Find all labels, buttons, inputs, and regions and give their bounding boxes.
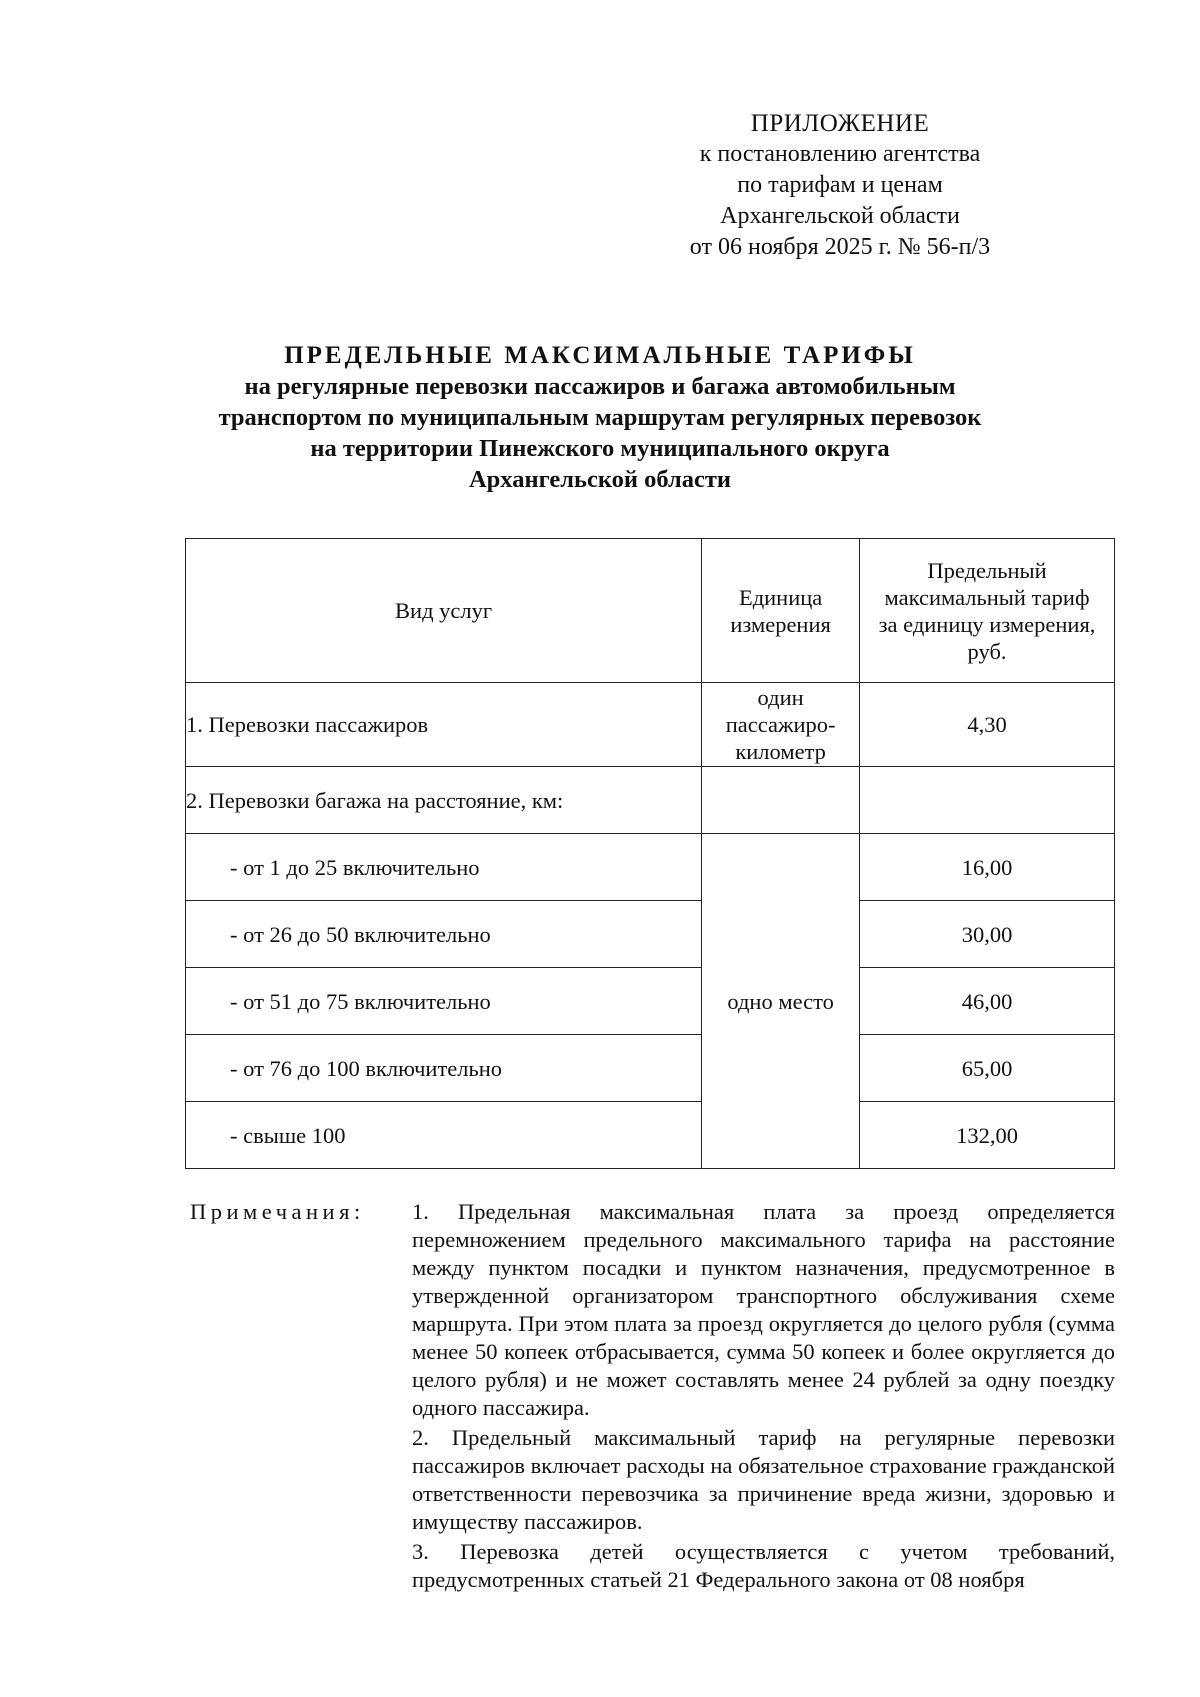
- header-unit-line: измерения: [730, 611, 831, 637]
- table-row: [186, 1035, 1115, 1102]
- heading-line: транспортом по муниципальным маршрутам регулярных перевозок: [218, 404, 982, 431]
- appendix-line: Архангельской области: [720, 203, 960, 229]
- appendix-title: ПРИЛОЖЕНИЕ: [750, 110, 930, 137]
- note-item: 2. Предельный максимальный тариф на регулярные перевозки пассажиров включает расходы на обязательное страхование гражданской ответственности перевозчика за причинение вреда жизни, здоровью и имуществу пассажиров.: [412, 1425, 1115, 1534]
- row-service: - от 76 до 100 включительно: [186, 1035, 702, 1102]
- header-unit-line: Единица: [738, 584, 823, 610]
- header-tariff-line: максимальный тариф: [884, 584, 1090, 610]
- row-unit-line: пассажиро-: [725, 712, 836, 737]
- table-row: [186, 834, 1115, 901]
- header-tariff-line: руб.: [967, 638, 1007, 664]
- row-service: 2. Перевозки багажа на расстояние, км:: [186, 767, 702, 834]
- table-row: [186, 683, 1115, 767]
- header-service: Вид услуг: [186, 539, 702, 683]
- header-unit: [702, 539, 860, 683]
- note-item: 1. Предельная максимальная плата за проезд определяется перемножением предельного максимального тарифа на расстояние между пунктом посадки и пунктом назначения, предусмотренное в утвержденной организатором транспортного обслуживания схеме маршрута. При этом плата за проезд округляется до целого рубля (сумма менее 50 копеек отбрасывается, сумма 50 копеек и более округляется до целого рубля) и не может составлять менее 24 рублей за одну поездку одного пассажира.: [412, 1199, 1115, 1420]
- row-service: - от 26 до 50 включительно: [186, 901, 702, 968]
- row-value: 4,30: [860, 683, 1115, 767]
- appendix-block: [640, 108, 1040, 263]
- header-tariff: [860, 539, 1115, 683]
- table-header-row: [186, 539, 1115, 683]
- row-service: - свыше 100: [186, 1102, 702, 1169]
- row-service: - от 51 до 75 включительно: [186, 968, 702, 1035]
- table-row: [186, 901, 1115, 968]
- notes-label: Примечания:: [190, 1199, 365, 1224]
- appendix-line: к постановлению агентства: [699, 141, 981, 167]
- header-tariff-line: за единицу измерения,: [878, 611, 1096, 637]
- row-unit: [702, 767, 860, 834]
- row-value: 65,00: [860, 1035, 1115, 1102]
- appendix-line: от 06 ноября 2025 г. № 56-п/3: [689, 234, 991, 260]
- document-heading: [150, 340, 1050, 495]
- appendix-line: по тарифам и ценам: [737, 172, 943, 198]
- row-service: 1. Перевозки пассажиров: [186, 683, 702, 767]
- heading-line: Архангельской области: [468, 466, 732, 493]
- baggage-unit: одно место: [702, 834, 860, 1169]
- heading-line: на территории Пинежского муниципального округа: [310, 435, 890, 462]
- heading-line: на регулярные перевозки пассажиров и багажа автомобильным: [244, 373, 956, 400]
- table-row: [186, 1102, 1115, 1169]
- row-unit: [702, 683, 860, 767]
- row-value: 30,00: [860, 901, 1115, 968]
- row-value: 132,00: [860, 1102, 1115, 1169]
- table-row: [186, 968, 1115, 1035]
- row-value: 16,00: [860, 834, 1115, 901]
- row-value: 46,00: [860, 968, 1115, 1035]
- header-tariff-line: Предельный: [927, 557, 1047, 583]
- note-item: 3. Перевозка детей осуществляется с учетом требований, предусмотренных статьей 21 Федерального закона от 08 ноября: [412, 1539, 1115, 1592]
- row-service: - от 1 до 25 включительно: [186, 834, 702, 901]
- row-unit-line: километр: [735, 739, 826, 764]
- table-row: [186, 767, 1115, 834]
- notes-body: [412, 1198, 1115, 1596]
- row-value: [860, 767, 1115, 834]
- heading-title: ПРЕДЕЛЬНЫЕ МАКСИМАЛЬНЫЕ ТАРИФЫ: [284, 342, 916, 369]
- tariff-table: [185, 538, 1115, 1169]
- row-unit-line: один: [757, 685, 804, 710]
